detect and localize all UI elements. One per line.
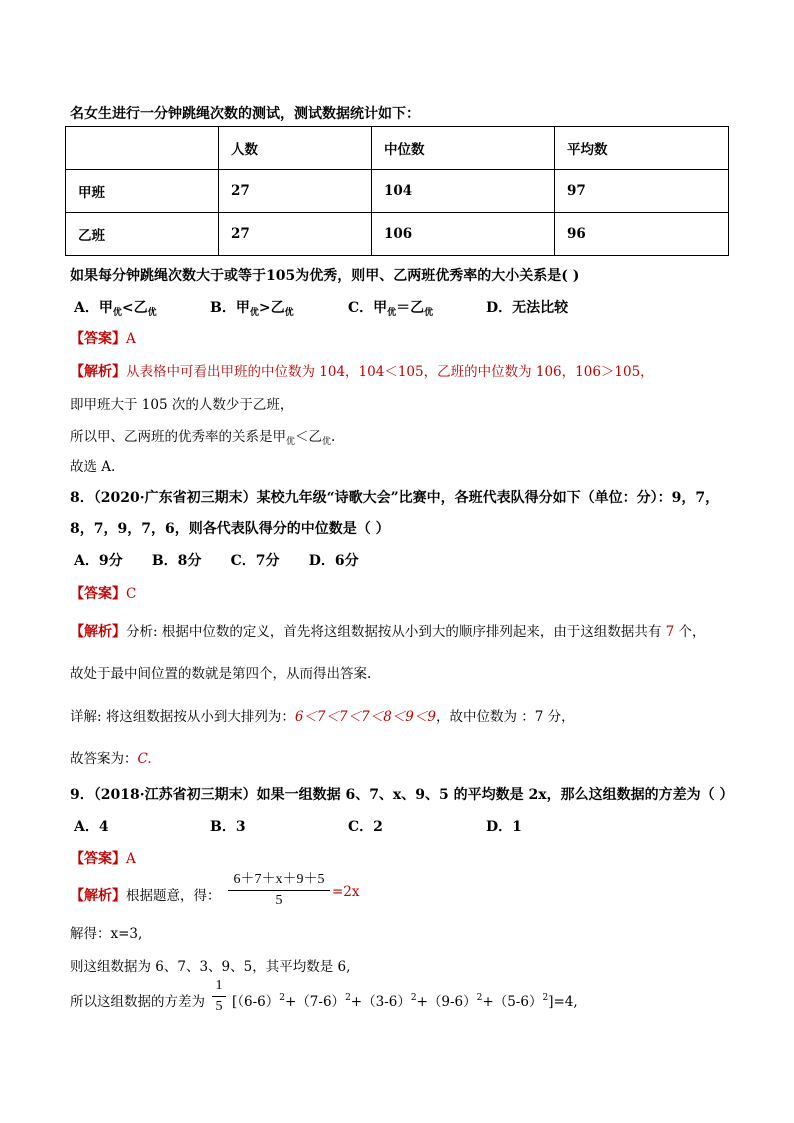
- analysis-sub: 优: [286, 437, 296, 447]
- q7-stem: 如果每分钟跳绳次数大于或等于105为优秀，则甲、乙两班优秀率的大小关系是( ): [70, 268, 580, 284]
- q9-analysis-line: [70, 884, 221, 905]
- analysis-tag: 【解析】: [70, 364, 126, 380]
- analysis-tag: 【解析】: [70, 624, 126, 640]
- answer-value: C: [126, 586, 137, 602]
- analysis-number: 7: [661, 624, 679, 640]
- table-header-cell: [66, 127, 219, 170]
- answer-value: A: [126, 331, 136, 347]
- analysis-answer: C.: [137, 751, 152, 767]
- variance-fraction: [212, 978, 226, 1015]
- q8-options: A．9分 B．8分 C．7分 D．6分: [74, 553, 359, 569]
- exponent: 2: [345, 993, 351, 1003]
- q8-analysis-line: 故处于最中间位置的数就是第四个，从而得出答案.: [70, 666, 372, 682]
- q9-stem: 9．（2018·江苏省初三期末）如果一组数据 6、7、x、9、5 的平均数是 2x，那么这组数据的方差为（ ）: [70, 787, 734, 803]
- exponent: 2: [476, 993, 483, 1003]
- analysis-text: ＜乙: [295, 429, 323, 445]
- opt-text: C．甲: [348, 300, 388, 316]
- q7-analysis-line: 故选 A.: [70, 459, 116, 475]
- table-cell: 97: [555, 170, 729, 213]
- answer-value: A: [126, 851, 136, 867]
- analysis-text: 所以甲、乙两班的优秀率的关系是甲: [70, 429, 286, 445]
- opt-sub: 优: [147, 308, 157, 318]
- fraction-bar: [228, 890, 330, 891]
- q8-analysis-line: [70, 620, 706, 641]
- table-cell: 27: [219, 213, 372, 256]
- table-header-row: [66, 127, 729, 170]
- table-cell: 乙班: [66, 213, 219, 256]
- exponent: 2: [542, 993, 549, 1003]
- q9-option-d: D．1: [486, 819, 522, 835]
- analysis-sequence: 6＜7＜7＜7＜8＜9＜9: [294, 709, 436, 725]
- q8-answer: [70, 583, 136, 603]
- variance-expression: [232, 990, 578, 1010]
- answer-tag: 【答案】: [70, 586, 126, 602]
- q9-option-a: A．4: [74, 819, 109, 835]
- mean-fraction: [228, 872, 330, 909]
- opt-sub: 优: [387, 308, 397, 318]
- analysis-text: 从表格中可看出甲班的中位数为 104，104＜105，乙班的中位数为 106，106＞105，: [126, 364, 654, 380]
- mean-equals: =2x: [332, 884, 360, 900]
- analysis-sub: 优: [322, 437, 332, 447]
- fraction-denominator: 5: [215, 999, 223, 1014]
- table-cell: 甲班: [66, 170, 219, 213]
- q9-analysis-line: 所以这组数据的方差为: [70, 994, 205, 1010]
- table-cell: 27: [219, 170, 372, 213]
- q7-option-c: [348, 297, 433, 318]
- q7-option-a: [74, 297, 157, 318]
- analysis-tag: 【解析】: [70, 888, 126, 904]
- table-header-cell: 平均数: [555, 127, 729, 170]
- expr-part: [（6-6）: [232, 994, 280, 1010]
- answer-tag: 【答案】: [70, 851, 126, 867]
- data-table: [65, 126, 729, 256]
- q9-analysis-line: 解得：x=3,: [70, 926, 143, 942]
- exponent: 2: [410, 993, 417, 1003]
- analysis-text: 详解: 将这组数据按从小到大排列为：: [70, 709, 295, 725]
- intro-text: 名女生进行一分钟跳绳次数的测试，测试数据统计如下：: [70, 106, 420, 122]
- q7-analysis-line: 即甲班大于 105 次的人数少于乙班，: [70, 397, 294, 413]
- opt-sub: 优: [424, 308, 434, 318]
- answer-tag: 【答案】: [70, 331, 126, 347]
- table-header-cell: 中位数: [372, 127, 555, 170]
- analysis-text: ，故中位数为 ：7 分，: [435, 709, 575, 725]
- expr-part: +（3-6）: [350, 994, 411, 1010]
- fraction-denominator: 5: [275, 893, 283, 908]
- q7-analysis-line: [70, 425, 335, 447]
- q7-analysis-line: [70, 360, 654, 381]
- analysis-text: 故答案为：: [70, 751, 138, 767]
- opt-text: B．甲: [210, 300, 250, 316]
- analysis-text: 分析: 根据中位数的定义，首先将这组数据按从小到大的顺序排列起来，由于这组数据共有: [126, 624, 662, 640]
- opt-text: <乙: [121, 300, 148, 316]
- table-cell: 96: [555, 213, 729, 256]
- q7-option-b: [210, 297, 294, 318]
- fraction-numerator: 6＋7＋x＋9＋5: [233, 872, 325, 887]
- q7-option-d: D．无法比较: [486, 300, 569, 316]
- analysis-text: .: [331, 429, 336, 445]
- opt-text: >乙: [258, 300, 285, 316]
- q8-analysis-line: [70, 705, 575, 725]
- q8-stem-line: 8，7，9，7，6，则各代表队得分的中位数是（ ）: [70, 521, 390, 537]
- table-cell: 106: [372, 213, 555, 256]
- opt-sub: 优: [112, 308, 122, 318]
- table-cell: 104: [372, 170, 555, 213]
- table-row: [66, 170, 729, 213]
- opt-text: ＝乙: [396, 300, 425, 316]
- expr-part: +（7-6）: [285, 994, 346, 1010]
- fraction-numerator: 1: [215, 978, 223, 993]
- expr-part: +（9-6）: [416, 994, 477, 1010]
- analysis-text: 个，: [678, 624, 706, 640]
- q9-option-c: C．2: [348, 819, 383, 835]
- expr-part: ]=4,: [548, 994, 578, 1010]
- q9-answer: [70, 848, 136, 868]
- table-header-cell: 人数: [219, 127, 372, 170]
- fraction-bar: [212, 996, 226, 997]
- opt-text: A．甲: [74, 300, 113, 316]
- opt-sub: 优: [284, 308, 294, 318]
- opt-sub: 优: [249, 308, 259, 318]
- analysis-text: 根据题意，得：: [126, 888, 221, 904]
- q9-analysis-line: 则这组数据为 6、7、3、9、5，其平均数是 6,: [70, 959, 351, 975]
- table-row: [66, 213, 729, 256]
- q8-stem-line: 8．（2020·广东省初三期末）某校九年级“诗歌大会”比赛中，各班代表队得分如下（单位：分）：9，7，: [70, 490, 720, 506]
- q9-option-b: B．3: [210, 819, 246, 835]
- expr-part: +（5-6）: [482, 994, 543, 1010]
- exponent: 2: [279, 993, 285, 1003]
- q8-analysis-line: [70, 747, 152, 767]
- q7-answer: [70, 328, 136, 348]
